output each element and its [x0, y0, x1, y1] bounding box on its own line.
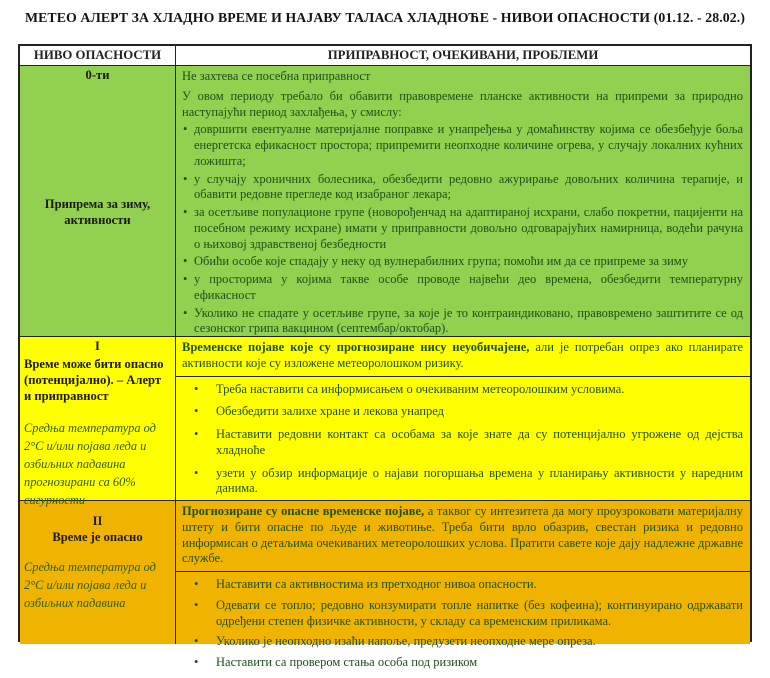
- level-1-intro-rest: али је потребан опрез ако планирате активности које су изложене метеоролошком ризику.: [182, 340, 743, 370]
- level-1-label: I: [95, 339, 100, 353]
- level-2-intro: [176, 501, 750, 572]
- level-0-cell: [20, 66, 176, 336]
- bullet-item: • узети у обзир информације о најави погоршања времена у планирању активности у наредним данима.: [182, 466, 743, 498]
- level-2-criteria-note: Средња температура од 2°С и/или појава леда и озбиљних падавина: [24, 560, 156, 610]
- row-level-1: [20, 336, 750, 508]
- bullet-item: • Обезбедити залихе хране и лекова унапред: [182, 404, 743, 420]
- level-1-intro: [176, 337, 750, 377]
- level-0-label: 0-ти: [85, 68, 110, 82]
- row-level-0: [20, 65, 750, 336]
- level-1-criteria-note: Средња температура од 2°С и/или појава леда и озбиљних падавина прогнозирани са 60% сигурности: [24, 421, 156, 508]
- level-1-content: [176, 337, 750, 500]
- header-danger-level: НИВО ОПАСНОСТИ: [20, 46, 176, 65]
- level-2-bullet-list: [176, 572, 750, 678]
- bullet-item: • Наставити редовни контакт са особама за које знате да су потенцијално угрожене од дејства хладноће: [182, 427, 743, 459]
- bullet-item: • Уколико не спадате у осетљиве групе, за које је то контраиндиковано, правовремено заштитите се од сезонског грипа вакцином (септембар/октобар).: [182, 306, 743, 338]
- level-1-intro-bold: Временске појаве које су прогнозиране нису неуобичајене,: [182, 340, 530, 354]
- level-2-intro-bold: Прогнозиране су опасне временске појаве,: [182, 504, 425, 518]
- level-0-name: Припрема за зиму, активности: [44, 197, 151, 228]
- level-2-name: Време је опасно: [52, 530, 143, 544]
- header-preparedness: ПРИПРАВНОСТ, ОЧЕКИВАНИ, ПРОБЛЕМИ: [327, 48, 599, 62]
- level-2-cell: [20, 501, 176, 644]
- level-0-paragraph-1: Не захтева се посебна приправност: [182, 69, 371, 83]
- level-2-intro-rest: а таквог су интезитета да могу проузроковати материјалну штету и бити опасне по људе и животиње. Треба бити врло обазрив, свестан ризика и редовно информисан о детаљима очекиваних метеоролошких услова. Пратити савете које дају надлежне државне службе.: [182, 504, 743, 566]
- bullet-item: • у просторима у којима такве особе проводе највећи део времена, обезбедити температурну ефикасност: [182, 272, 743, 304]
- level-0-content: [176, 66, 750, 336]
- bullet-item: • довршити евентуалне материјалне поправке и унапређења у домаћинству којима се обезбеђује боља енергетска ефикасност простора; припремити неопходне количине огрева, у случају локалних кућних ложишта;: [182, 122, 743, 169]
- row-level-2: [20, 500, 750, 669]
- bullet-item: • у случају хроничних болесника, обезбедити редовно ажурирање довољних количина терапије, и обавити редовне прегледе код изабраног лекара;: [182, 172, 743, 204]
- bullet-item: • Одевати се топло; редовно конзумирати топле напитке (без кофеина); континуирано одржавати одређени степен физичке активности, у складу са временским приликама.: [182, 598, 743, 630]
- bullet-item: • Уколико је неопходно изаћи напоље, предузети неопходне мере опреза.: [182, 634, 743, 650]
- level-2-label: II: [92, 514, 103, 528]
- level-2-content: [176, 501, 750, 669]
- level-1-bullet-list: [176, 377, 750, 507]
- bullet-item: • за осетљиве популационе групе (новорођенчад на адаптираној исхрани, слабо покретни, пацијенти на посебном режиму исхране) имати у приправности довољно одговарајућих намирница, водећи рачуна о њиховој здравственој безбедности: [182, 205, 743, 252]
- level-1-name: Време може бити опасно (потенцијално). – Алерт и приправност: [24, 357, 164, 404]
- bullet-item: • Наставити са провером стања особа под ризиком: [182, 655, 743, 671]
- bullet-item: • Обићи особе које спадају у неку од вулнерабилних група; помоћи им да се припреме за зиму: [182, 254, 743, 270]
- alert-table: [18, 44, 752, 669]
- table-header-row: [20, 46, 750, 65]
- level-0-paragraph-2: У овом периоду требало би обавити правовремене планске активности на припреми за природно наступајући период захлађења, у смислу:: [182, 88, 743, 119]
- level-1-cell: [20, 337, 176, 508]
- page-title: МЕТЕО АЛЕРТ ЗА ХЛАДНО ВРЕМЕ И НАЈАВУ ТАЛАСА ХЛАДНОЋЕ - НИВОИ ОПАСНОСТИ (01.12. - 28.02.): [24, 10, 746, 25]
- level-0-bullet-list: [182, 122, 743, 337]
- bullet-item: • Треба наставити са информисањем о очекиваним метеоролошким условима.: [182, 382, 743, 398]
- bullet-item: • Наставити са активностима из претходног нивоа опасности.: [182, 577, 743, 593]
